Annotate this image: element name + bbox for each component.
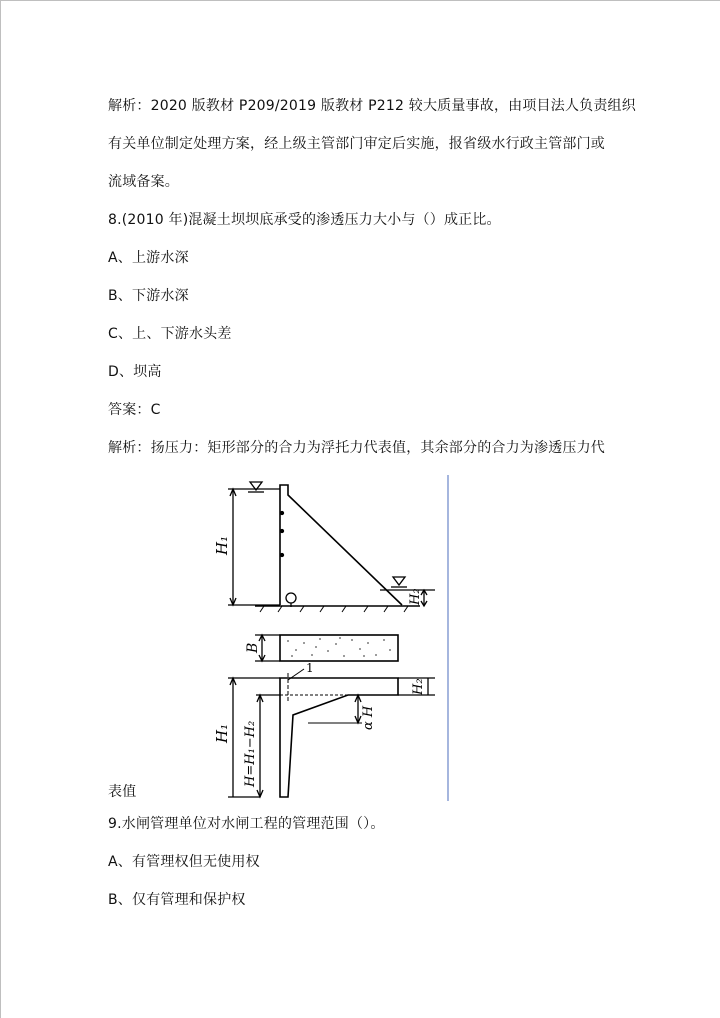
label-h1-bottom: H₁: [213, 723, 231, 743]
uplift-pressure-figure: [200, 475, 460, 809]
buoyancy-diagram: [255, 635, 398, 661]
label-h2-bottom: H₂: [411, 678, 426, 695]
question-8-option-b: B、下游水深: [108, 288, 189, 304]
question-8-stem: 8.(2010 年)混凝土坝坝底承受的渗透压力大小与（）成正比。: [108, 212, 501, 228]
label-h2-top: H₂: [408, 588, 423, 605]
prev-analysis-line-1: 解析：2020 版教材 P209/2019 版教材 P212 较大质量事故，由项目法人负责组织: [108, 98, 636, 114]
label-h1-top: H₁: [213, 535, 231, 555]
prev-analysis-line-2: 有关单位制定处理方案，经上级主管部门审定后实施，报省级水行政主管部门或: [108, 136, 605, 152]
question-8-analysis-end: 表值: [108, 784, 137, 800]
label-marker-1: 1: [306, 661, 314, 675]
question-8-option-d: D、坝高: [108, 364, 162, 380]
downstream-water-symbol: [393, 577, 405, 585]
question-9-option-a: A、有管理权但无使用权: [108, 854, 260, 870]
question-9-option-b: B、仅有管理和保护权: [108, 892, 246, 908]
label-h-equation: H=H₁−H₂: [243, 720, 258, 787]
question-8-option-a: A、上游水深: [108, 250, 189, 266]
page-border-top: [0, 0, 720, 1]
question-8-answer: 答案：C: [108, 402, 161, 418]
question-9-stem: 9.水闸管理单位对水闸工程的管理范围（）。: [108, 816, 385, 832]
prev-analysis-line-3: 流域备案。: [108, 174, 179, 190]
uplift-pressure-diagram: [228, 669, 435, 797]
label-b: B: [245, 642, 261, 653]
label-alpha-h: α H: [361, 705, 376, 730]
question-8-analysis: 解析：扬压力：矩形部分的合力为浮托力代表值，其余部分的合力为渗透压力代: [108, 440, 605, 456]
dam-body: [280, 485, 402, 605]
dam-section-diagram: [228, 482, 435, 612]
page-border-left: [0, 0, 1, 1018]
question-8-option-c: C、上、下游水头差: [108, 326, 232, 342]
